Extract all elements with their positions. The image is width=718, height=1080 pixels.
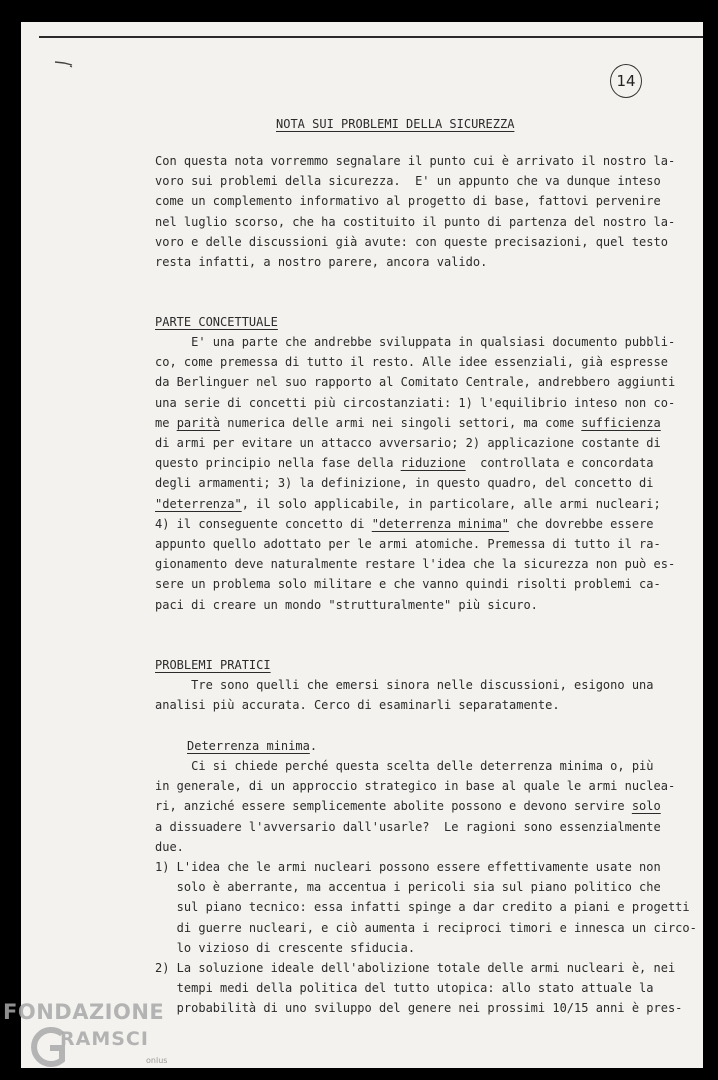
body-line: questo principio nella fase della riduzione controllata e concordata xyxy=(155,456,654,471)
pen-mark-icon xyxy=(54,58,74,68)
section-heading-concettuale: PARTE CONCETTUALE xyxy=(155,315,278,329)
underlined-word: riduzione xyxy=(400,456,466,471)
body-line: appunto quello adottato per le armi atomiche. Premessa di tutto il ra- xyxy=(155,537,661,551)
list-item: sul piano tecnico: essa infatti spinge a dar credito a piani e progetti xyxy=(155,900,690,915)
list-item: solo è aberrante, ma accentua i pericoli sia sul piano politico che xyxy=(155,880,661,895)
body-line: paci di creare un mondo "strutturalmente" più sicuro. xyxy=(155,597,538,612)
page-number: 14 xyxy=(610,64,642,98)
underlined-word: "deterrenza minima" xyxy=(371,516,510,531)
body-line: 4) il conseguente concetto di "deterrenza minima" che dovrebbe essere xyxy=(155,516,654,531)
body-line: co, come premessa di tutto il resto. Alle idee essenziali, già espresse xyxy=(155,355,668,370)
section-heading-pratici: PROBLEMI PRATICI xyxy=(155,658,271,672)
page-title: NOTA SUI PROBLEMI DELLA SICUREZZA xyxy=(276,117,515,131)
body-line: ri, anziché essere semplicemente abolite possono e devono servire solo xyxy=(155,799,661,814)
list-item: di guerre nucleari, e ciò aumenta i reciproci timori e innesca un circo- xyxy=(155,920,697,935)
body-line: Ci si chiede perché questa scelta delle deterrenza minima o, più xyxy=(155,759,654,773)
list-item: probabilità di uno sviluppo del genere nei prossimi 10/15 anni è pres- xyxy=(155,1001,683,1016)
intro-line: come un complemento informativo al progetto di base, fattovi pervenire xyxy=(155,194,661,209)
intro-line: Con questa nota vorremmo segnalare il punto cui è arrivato il nostro la- xyxy=(155,154,676,168)
intro-line: nel luglio scorso, che ha costituito il punto di partenza del nostro la- xyxy=(155,214,676,229)
body-line: di armi per evitare un attacco avversario; 2) applicazione costante di xyxy=(155,436,661,450)
underlined-word: solo xyxy=(631,799,661,814)
watermark-line1: FONDAZIONE xyxy=(3,1000,165,1024)
list-item: tempi medi della politica del tutto utopica: allo stato attuale la xyxy=(155,981,654,996)
body-line: E' una parte che andrebbe sviluppata in qualsiasi documento pubbli- xyxy=(155,335,676,349)
body-line: in generale, di un approccio strategico in base al quale le armi nuclea- xyxy=(155,779,676,794)
subsection-heading-suffix: . xyxy=(309,739,318,753)
body-line: degli armamenti; 3) la definizione, in questo quadro, del concetto di xyxy=(155,476,654,491)
top-rule xyxy=(39,36,703,38)
body-line: Tre sono quelli che emersi sinora nelle discussioni, esigono una xyxy=(155,678,654,692)
intro-line: voro sui problemi della sicurezza. E' un appunto che va dunque inteso xyxy=(155,174,661,189)
body-line: analisi più accurata. Cerco di esaminarli separatamente. xyxy=(155,698,560,713)
underlined-word: sufficienza xyxy=(581,415,661,430)
body-line: a dissuadere l'avversario dall'usarle? Le ragioni sono essenzialmente xyxy=(155,819,661,834)
subsection-heading-text: Deterrenza minima xyxy=(187,739,310,753)
body-line: me parità numerica delle armi nei singoli settori, ma come sufficienza xyxy=(155,415,661,430)
list-item: lo vizioso di crescente sfiducia. xyxy=(155,940,416,955)
watermark-line3: onlus xyxy=(146,1056,168,1065)
body-line: una serie di concetti più circostanziati: 1) l'equilibrio inteso non co- xyxy=(155,395,676,410)
watermark-line2: RAMSCI xyxy=(60,1028,149,1050)
subsection-heading xyxy=(187,736,317,756)
document-page xyxy=(21,22,703,1068)
underlined-word: parità xyxy=(176,415,221,430)
body-line: sere un problema solo militare e che vanno quindi risolti problemi ca- xyxy=(155,577,661,592)
intro-line: voro e delle discussioni già avute: con queste precisazioni, quel testo xyxy=(155,234,668,249)
body-line: "deterrenza", il solo applicabile, in particolare, alle armi nucleari; xyxy=(155,496,661,511)
body-line: da Berlinguer nel suo rapporto al Comitato Centrale, andrebbero aggiunti xyxy=(155,375,676,390)
underlined-word: "deterrenza" xyxy=(155,496,242,511)
list-item: 2) La soluzione ideale dell'abolizione totale delle armi nucleari è, nei xyxy=(155,961,676,975)
watermark-logo xyxy=(0,996,200,1080)
body-line: gionamento deve naturalmente restare l'idea che la sicurezza non può es- xyxy=(155,557,676,572)
body-line: due. xyxy=(155,839,184,854)
intro-line: resta infatti, a nostro parere, ancora valido. xyxy=(155,255,488,269)
list-item: 1) L'idea che le armi nucleari possono essere effettivamente usate non xyxy=(155,860,661,874)
